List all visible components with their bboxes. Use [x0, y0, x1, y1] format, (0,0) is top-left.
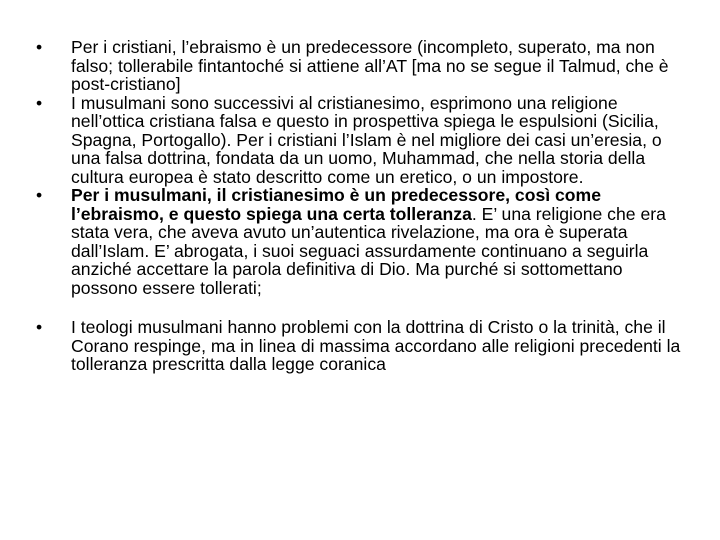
bullet-item-2 — [36, 94, 686, 187]
bullet-text: I teologi musulmani hanno problemi con la dottrina di Cristo o la trinità, che il Corano respinge, ma in linea di massima accordano alle religioni precedenti la tolleranza prescritta dalla legge coranica — [71, 317, 681, 374]
bullet-spacer — [36, 297, 686, 318]
bullet-text: I musulmani sono successivi al cristianesimo, esprimono una religione nell’ottica cristiana falsa e questo in prospettiva spiega le espulsioni (Sicilia, Spagna, Portogallo). Per i cristiani l’Islam è nel migliore dei casi un’eresia, o una falsa dottrina, fondata da un uomo, Muhammad, che nella storia della cultura europea è stato descritto come un eretico, o un impostore. — [71, 92, 662, 187]
bullet-text: . E’ una religione che era stata vera, che aveva avuto un’autentica rivelazione, ma ora è superata dall’Islam. E’ abrogata, i suoi seguaci assurdamente continuano a seguirla anziché accettare la parola definitiva di Dio. Ma purché si sottomettano possono essere tollerati; — [71, 203, 666, 298]
bullet-marker: • — [36, 37, 43, 57]
bullet-marker: • — [36, 185, 43, 205]
bullet-item-1 — [36, 38, 686, 94]
bullet-marker: • — [36, 92, 43, 113]
bullet-bold-text: Per i musulmani, il cristianesimo è un predecessore, così come l’ebraismo, e questo spiega una certa tolleranza — [71, 185, 601, 224]
bullet-item-4 — [36, 318, 686, 374]
bullet-text: Per i cristiani, l’ebraismo è un predecessore (incompleto, superato, ma non falso; tollerabile fintantoché si attiene all’AT [ma no se segue il Talmud, che è post-cristiano] — [71, 37, 669, 94]
bullet-marker: • — [36, 317, 43, 337]
bullet-list — [36, 38, 686, 374]
bullet-item-3 — [36, 186, 686, 297]
